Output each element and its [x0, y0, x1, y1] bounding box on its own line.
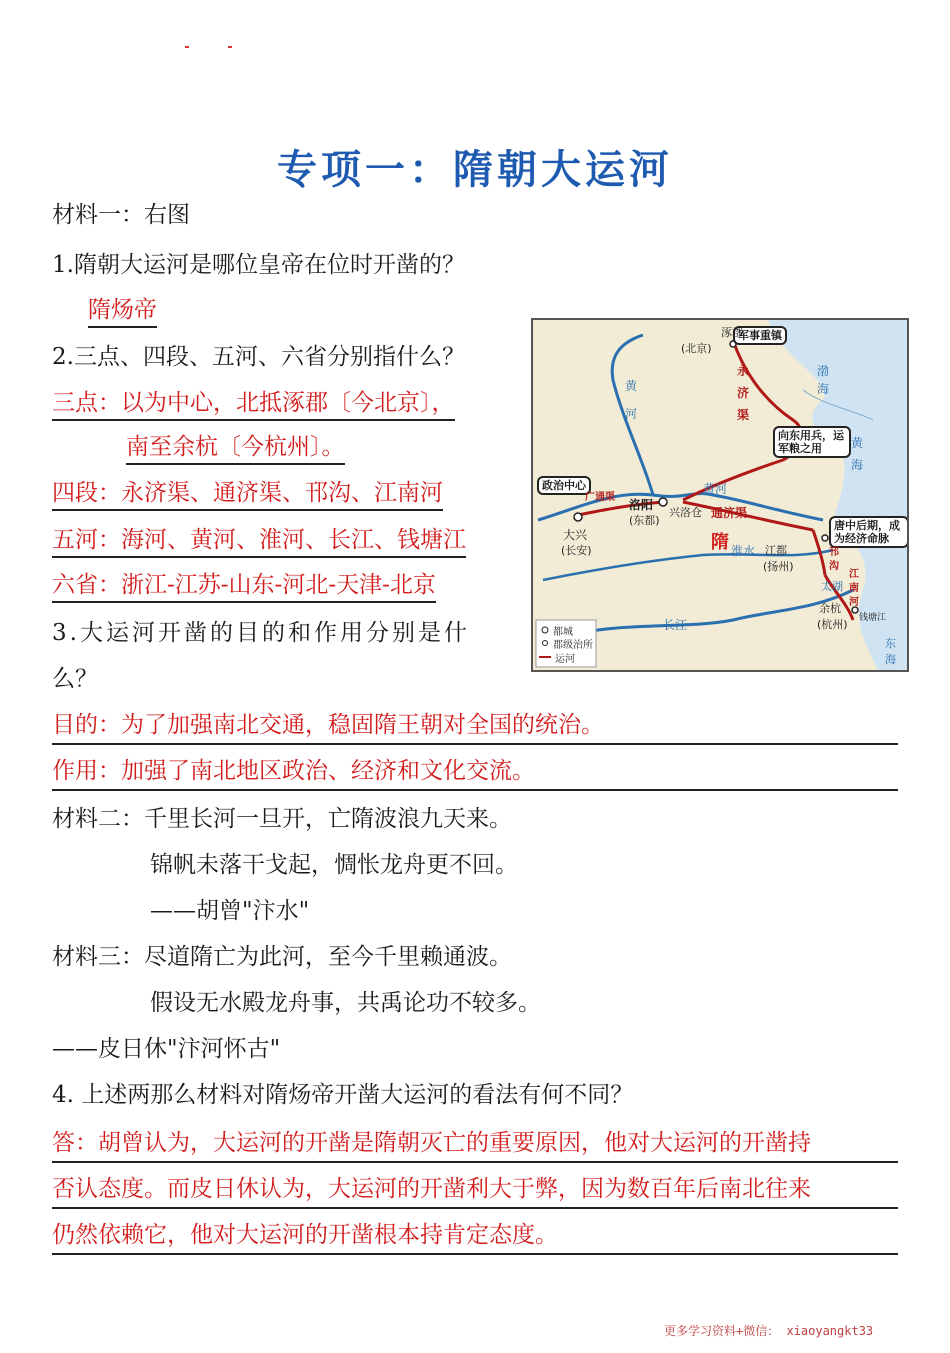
material-two-source: ——胡曾"汴水": [150, 898, 310, 924]
map-label-changan: (长安): [561, 544, 592, 557]
answer-1: 隋炀帝: [88, 295, 157, 325]
map-sea-huanghai: 黄海: [851, 436, 864, 472]
legend-canal-label: 运河: [555, 654, 575, 665]
material-two-line-1: 材料二：千里长河一旦开，亡隋波浪九天来。: [52, 806, 512, 832]
question-3-part-1: 3.大运河开凿的目的和作用分别是什: [52, 620, 470, 646]
question-1: 1.隋朝大运河是哪位皇帝在位时开凿的？: [52, 252, 465, 278]
material-three-line-1: 材料三：尽道隋亡为此河，至今千里赖通波。: [52, 944, 512, 970]
map-lake-taihu: 太湖: [821, 580, 843, 593]
map-label-xingluocang: 兴洛仓: [669, 506, 702, 519]
answer-3-effect: 作用：加强了南北地区政治、经济和文化交流。: [52, 756, 898, 791]
grand-canal-map: [531, 318, 909, 672]
map-label-qiantangjiang: 钱塘江: [859, 613, 887, 623]
answer-2-three-points-1: 三点：以为中心，北抵涿郡〔今北京〕，: [52, 388, 455, 418]
map-river-huanghe-north: 黄河: [625, 379, 638, 421]
answer-2-six-provinces: 六省：浙江-江苏-山东-河北-天津-北京: [52, 570, 436, 600]
material-one-label: 材料一：右图: [52, 202, 190, 228]
answer-2-three-points-2: 南至余杭〔今杭州〕。: [126, 432, 345, 462]
material-three-line-2: 假设无水殿龙舟事，共禹论功不较多。: [150, 990, 541, 1016]
question-3-part-2: 么？: [52, 666, 98, 692]
map-label-beijing: (北京): [681, 342, 712, 355]
map-label-daxing: 大兴: [563, 528, 588, 542]
map-canal-jiangnan: 江南河: [849, 569, 859, 608]
luoyang-marker: [659, 498, 667, 506]
legend-county-label: 郡级治所: [553, 640, 593, 651]
material-three-source: ——皮日休"汴河怀古": [52, 1036, 281, 1062]
jiangdu-marker: [822, 535, 828, 541]
map-label-zhuojun: 涿郡: [721, 326, 743, 339]
map-canal-tongji: 通济渠: [711, 506, 748, 520]
answer-4-line-3: 仍然依赖它，他对大运河的开凿根本持肯定态度。: [52, 1220, 898, 1255]
map-canal-yongji: 永济渠: [737, 364, 750, 422]
map-sea-bohai: 渤海: [817, 364, 830, 396]
map-label-dongdu: (东都): [629, 514, 660, 527]
economic-lifeline-box: 唐中后期，成为经济命脉: [829, 516, 909, 548]
map-canal-hangou: 邗沟: [829, 547, 839, 572]
map-label-sui: 隋: [711, 532, 729, 553]
map-label-luoyang: 洛阳: [629, 498, 654, 512]
map-canal-guangtong: 广通渠: [585, 492, 615, 503]
question-2: 2.三点、四段、五河、六省分别指什么？: [52, 344, 465, 370]
yangtze-river-line: [553, 590, 853, 640]
answer-4-line-1: 答：胡曾认为，大运河的开凿是隋朝灭亡的重要原因，他对大运河的开凿持: [52, 1128, 898, 1163]
map-river-huanghe: 黄河: [703, 482, 728, 496]
map-label-hangzhou: (杭州): [817, 618, 848, 631]
map-label-jiangdu: 江都: [765, 544, 787, 557]
east-campaign-box: 向东用兵，运军粮之用: [773, 426, 851, 458]
map-label-yuhang: 余杭: [819, 602, 841, 615]
tongji-canal-line: [683, 502, 813, 530]
daxing-marker: [574, 513, 582, 521]
answer-2-five-rivers: 五河：海河、黄河、淮河、长江、钱塘江: [52, 525, 466, 555]
map-river-changjiang: 长江: [663, 618, 688, 632]
page-title: 专项一：隋朝大运河: [277, 147, 673, 193]
answer-4-line-2: 否认态度。而皮日休认为，大运河的开凿利大于弊，因为数百年后南北往来: [52, 1174, 898, 1209]
answer-3-purpose: 目的：为了加强南北交通，稳固隋王朝对全国的统治。: [52, 710, 898, 745]
answer-2-four-sections: 四段：永济渠、通济渠、邗沟、江南河: [52, 478, 443, 508]
material-two-line-2: 锦帆未落干戈起，惆怅龙舟更不回。: [150, 852, 518, 878]
map-river-huaishui: 淮水: [731, 544, 756, 558]
map-sea-donghai: 东海: [885, 637, 896, 666]
legend-county-symbol: [543, 641, 548, 646]
legend-capital-symbol: [542, 627, 548, 633]
map-label-yangzhou: (扬州): [763, 560, 794, 573]
legend-capital-label: 都城: [553, 627, 573, 638]
military-town-box: 军事重镇: [733, 326, 787, 345]
question-4: 4. 上述两那么材料对隋炀帝开凿大运河的看法有何不同？: [52, 1082, 634, 1108]
political-center-box: 政治中心: [537, 476, 591, 495]
footer-promo: 更多学习资料+微信： xiaoyangkt33: [664, 1324, 874, 1338]
